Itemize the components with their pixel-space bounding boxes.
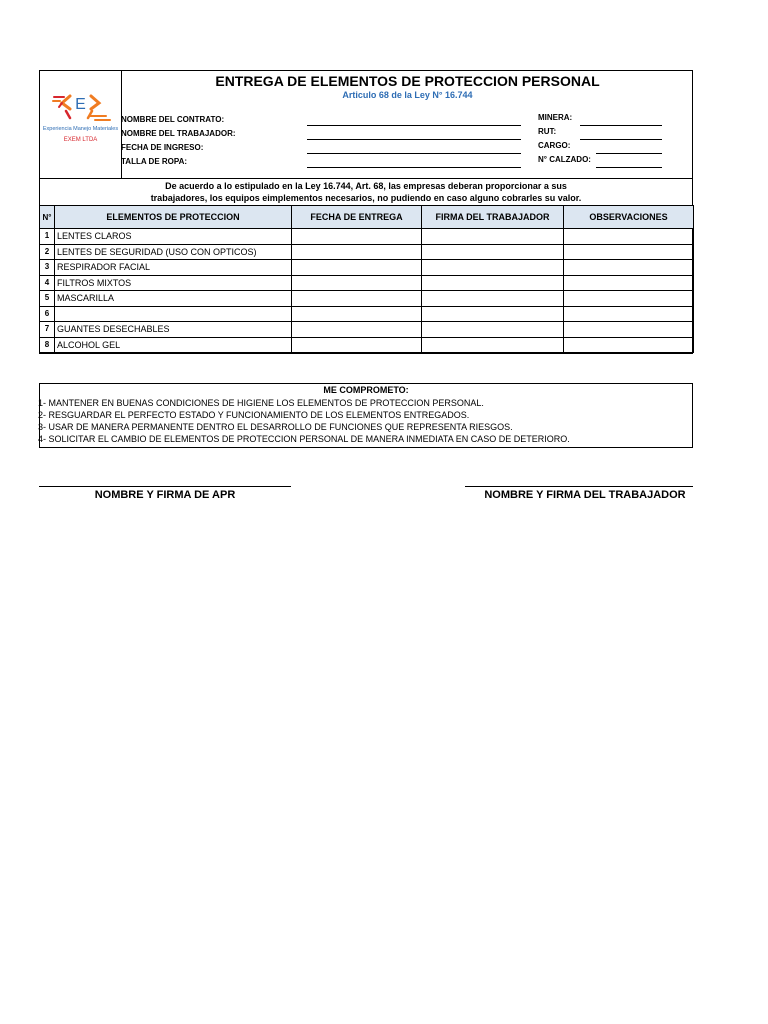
commitment-item-3: 3- USAR DE MANERA PERMANENTE DENTRO EL DESARROLLO DE FUNCIONES QUE REPRESENTA RIESGOS.	[38, 422, 513, 432]
row-number: 3	[40, 260, 55, 276]
form-subtitle: Articulo 68 de la Ley N° 16.744	[342, 90, 473, 100]
table-row	[40, 275, 694, 291]
position-field[interactable]	[596, 153, 662, 154]
apr-signature-line[interactable]	[39, 486, 291, 487]
row-delivery-date-cell[interactable]	[292, 306, 422, 322]
commitment-item-4: 4- SOLICITAR EL CAMBIO DE ELEMENTOS DE PROTECCION PERSONAL DE MANERA INMEDIATA EN CASO DE DETERIORO.	[38, 434, 570, 444]
row-observations-cell[interactable]	[564, 260, 694, 276]
table-row	[40, 244, 694, 260]
table-row	[40, 322, 694, 338]
row-observations-cell[interactable]	[564, 337, 694, 353]
row-element: LENTES CLAROS	[55, 229, 292, 245]
shoe-size-label: N° CALZADO:	[538, 155, 591, 164]
row-observations-cell[interactable]	[564, 291, 694, 307]
col-delivery-date: FECHA DE ENTREGA	[292, 206, 422, 229]
row-element	[55, 306, 292, 322]
logo-initial: E	[75, 96, 86, 113]
row-element: ALCOHOL GEL	[55, 337, 292, 353]
company-logo	[40, 71, 122, 179]
logo-caption: Experiencia Manejo Materiales	[42, 126, 119, 132]
worker-signature-line[interactable]	[465, 486, 693, 487]
table-row	[40, 306, 694, 322]
row-number: 8	[40, 337, 55, 353]
row-element: RESPIRADOR FACIAL	[55, 260, 292, 276]
logo-company-name: EXEM LTDA	[63, 137, 98, 143]
law-note-line-2: trabajadores, los equipos eimplementos necesarios, no pudiendo en caso alguno cobrarles su valor.	[150, 193, 582, 203]
row-number: 5	[40, 291, 55, 307]
row-delivery-date-cell[interactable]	[292, 275, 422, 291]
worker-name-label: NOMBRE DEL TRABAJADOR:	[121, 129, 236, 138]
commitment-box	[39, 383, 693, 448]
row-observations-cell[interactable]	[564, 306, 694, 322]
row-element: FILTROS MIXTOS	[55, 275, 292, 291]
row-delivery-date-cell[interactable]	[292, 244, 422, 260]
row-signature-cell[interactable]	[422, 275, 564, 291]
row-observations-cell[interactable]	[564, 229, 694, 245]
clothing-size-field[interactable]	[307, 167, 521, 168]
table-row	[40, 291, 694, 307]
entry-date-field[interactable]	[307, 153, 521, 154]
row-signature-cell[interactable]	[422, 229, 564, 245]
commitment-item-2: 2- RESGUARDAR EL PERFECTO ESTADO Y FUNCIONAMIENTO DE LOS ELEMENTOS ENTREGADOS.	[38, 410, 470, 420]
epp-delivery-form	[39, 70, 693, 354]
apr-signature-label: NOMBRE Y FIRMA DE APR	[94, 489, 236, 501]
form-title: ENTREGA DE ELEMENTOS DE PROTECCION PERSONAL	[215, 73, 600, 89]
table-row	[40, 229, 694, 245]
row-number: 7	[40, 322, 55, 338]
contract-name-field[interactable]	[307, 125, 521, 126]
shoe-size-field[interactable]	[596, 167, 662, 168]
col-number: N°	[40, 206, 55, 229]
position-label: CARGO:	[538, 141, 571, 150]
row-observations-cell[interactable]	[564, 275, 694, 291]
law-note-line-1: De acuerdo a lo estipulado en la Ley 16.744, Art. 68, las empresas deberan proporcionar a sus	[165, 181, 567, 191]
commitment-title: ME COMPROMETO:	[323, 385, 409, 395]
clothing-size-label: TALLA DE ROPA:	[121, 157, 188, 166]
table-row	[40, 260, 694, 276]
col-worker-signature: FIRMA DEL TRABAJADOR	[422, 206, 564, 229]
row-observations-cell[interactable]	[564, 244, 694, 260]
rut-field[interactable]	[580, 139, 662, 140]
law-note	[40, 179, 692, 206]
row-signature-cell[interactable]	[422, 291, 564, 307]
worker-signature-label: NOMBRE Y FIRMA DEL TRABAJADOR	[484, 489, 686, 501]
row-signature-cell[interactable]	[422, 337, 564, 353]
row-element: GUANTES DESECHABLES	[55, 322, 292, 338]
row-signature-cell[interactable]	[422, 244, 564, 260]
contract-name-label: NOMBRE DEL CONTRATO:	[121, 115, 225, 124]
row-delivery-date-cell[interactable]	[292, 322, 422, 338]
row-signature-cell[interactable]	[422, 306, 564, 322]
row-element: LENTES DE SEGURIDAD (USO CON OPTICOS)	[55, 244, 292, 260]
protection-items-table	[39, 205, 694, 353]
row-delivery-date-cell[interactable]	[292, 337, 422, 353]
worker-name-field[interactable]	[307, 139, 521, 140]
table-header-row	[40, 206, 694, 229]
entry-date-label: FECHA DE INGRESO:	[121, 143, 204, 152]
rut-label: RUT:	[538, 127, 557, 136]
row-signature-cell[interactable]	[422, 322, 564, 338]
row-delivery-date-cell[interactable]	[292, 260, 422, 276]
row-number: 6	[40, 306, 55, 322]
mine-field[interactable]	[580, 125, 662, 126]
row-observations-cell[interactable]	[564, 322, 694, 338]
col-observations: OBSERVACIONES	[564, 206, 694, 229]
row-number: 4	[40, 275, 55, 291]
row-delivery-date-cell[interactable]	[292, 291, 422, 307]
mine-label: MINERA:	[538, 113, 573, 122]
row-number: 1	[40, 229, 55, 245]
row-delivery-date-cell[interactable]	[292, 229, 422, 245]
commitment-item-1: 1- MANTENER EN BUENAS CONDICIONES DE HIGIENE LOS ELEMENTOS DE PROTECCION PERSONAL.	[38, 398, 484, 408]
col-protection-elements: ELEMENTOS DE PROTECCION	[55, 206, 292, 229]
table-row	[40, 337, 694, 353]
row-signature-cell[interactable]	[422, 260, 564, 276]
row-element: MASCARILLA	[55, 291, 292, 307]
row-number: 2	[40, 244, 55, 260]
